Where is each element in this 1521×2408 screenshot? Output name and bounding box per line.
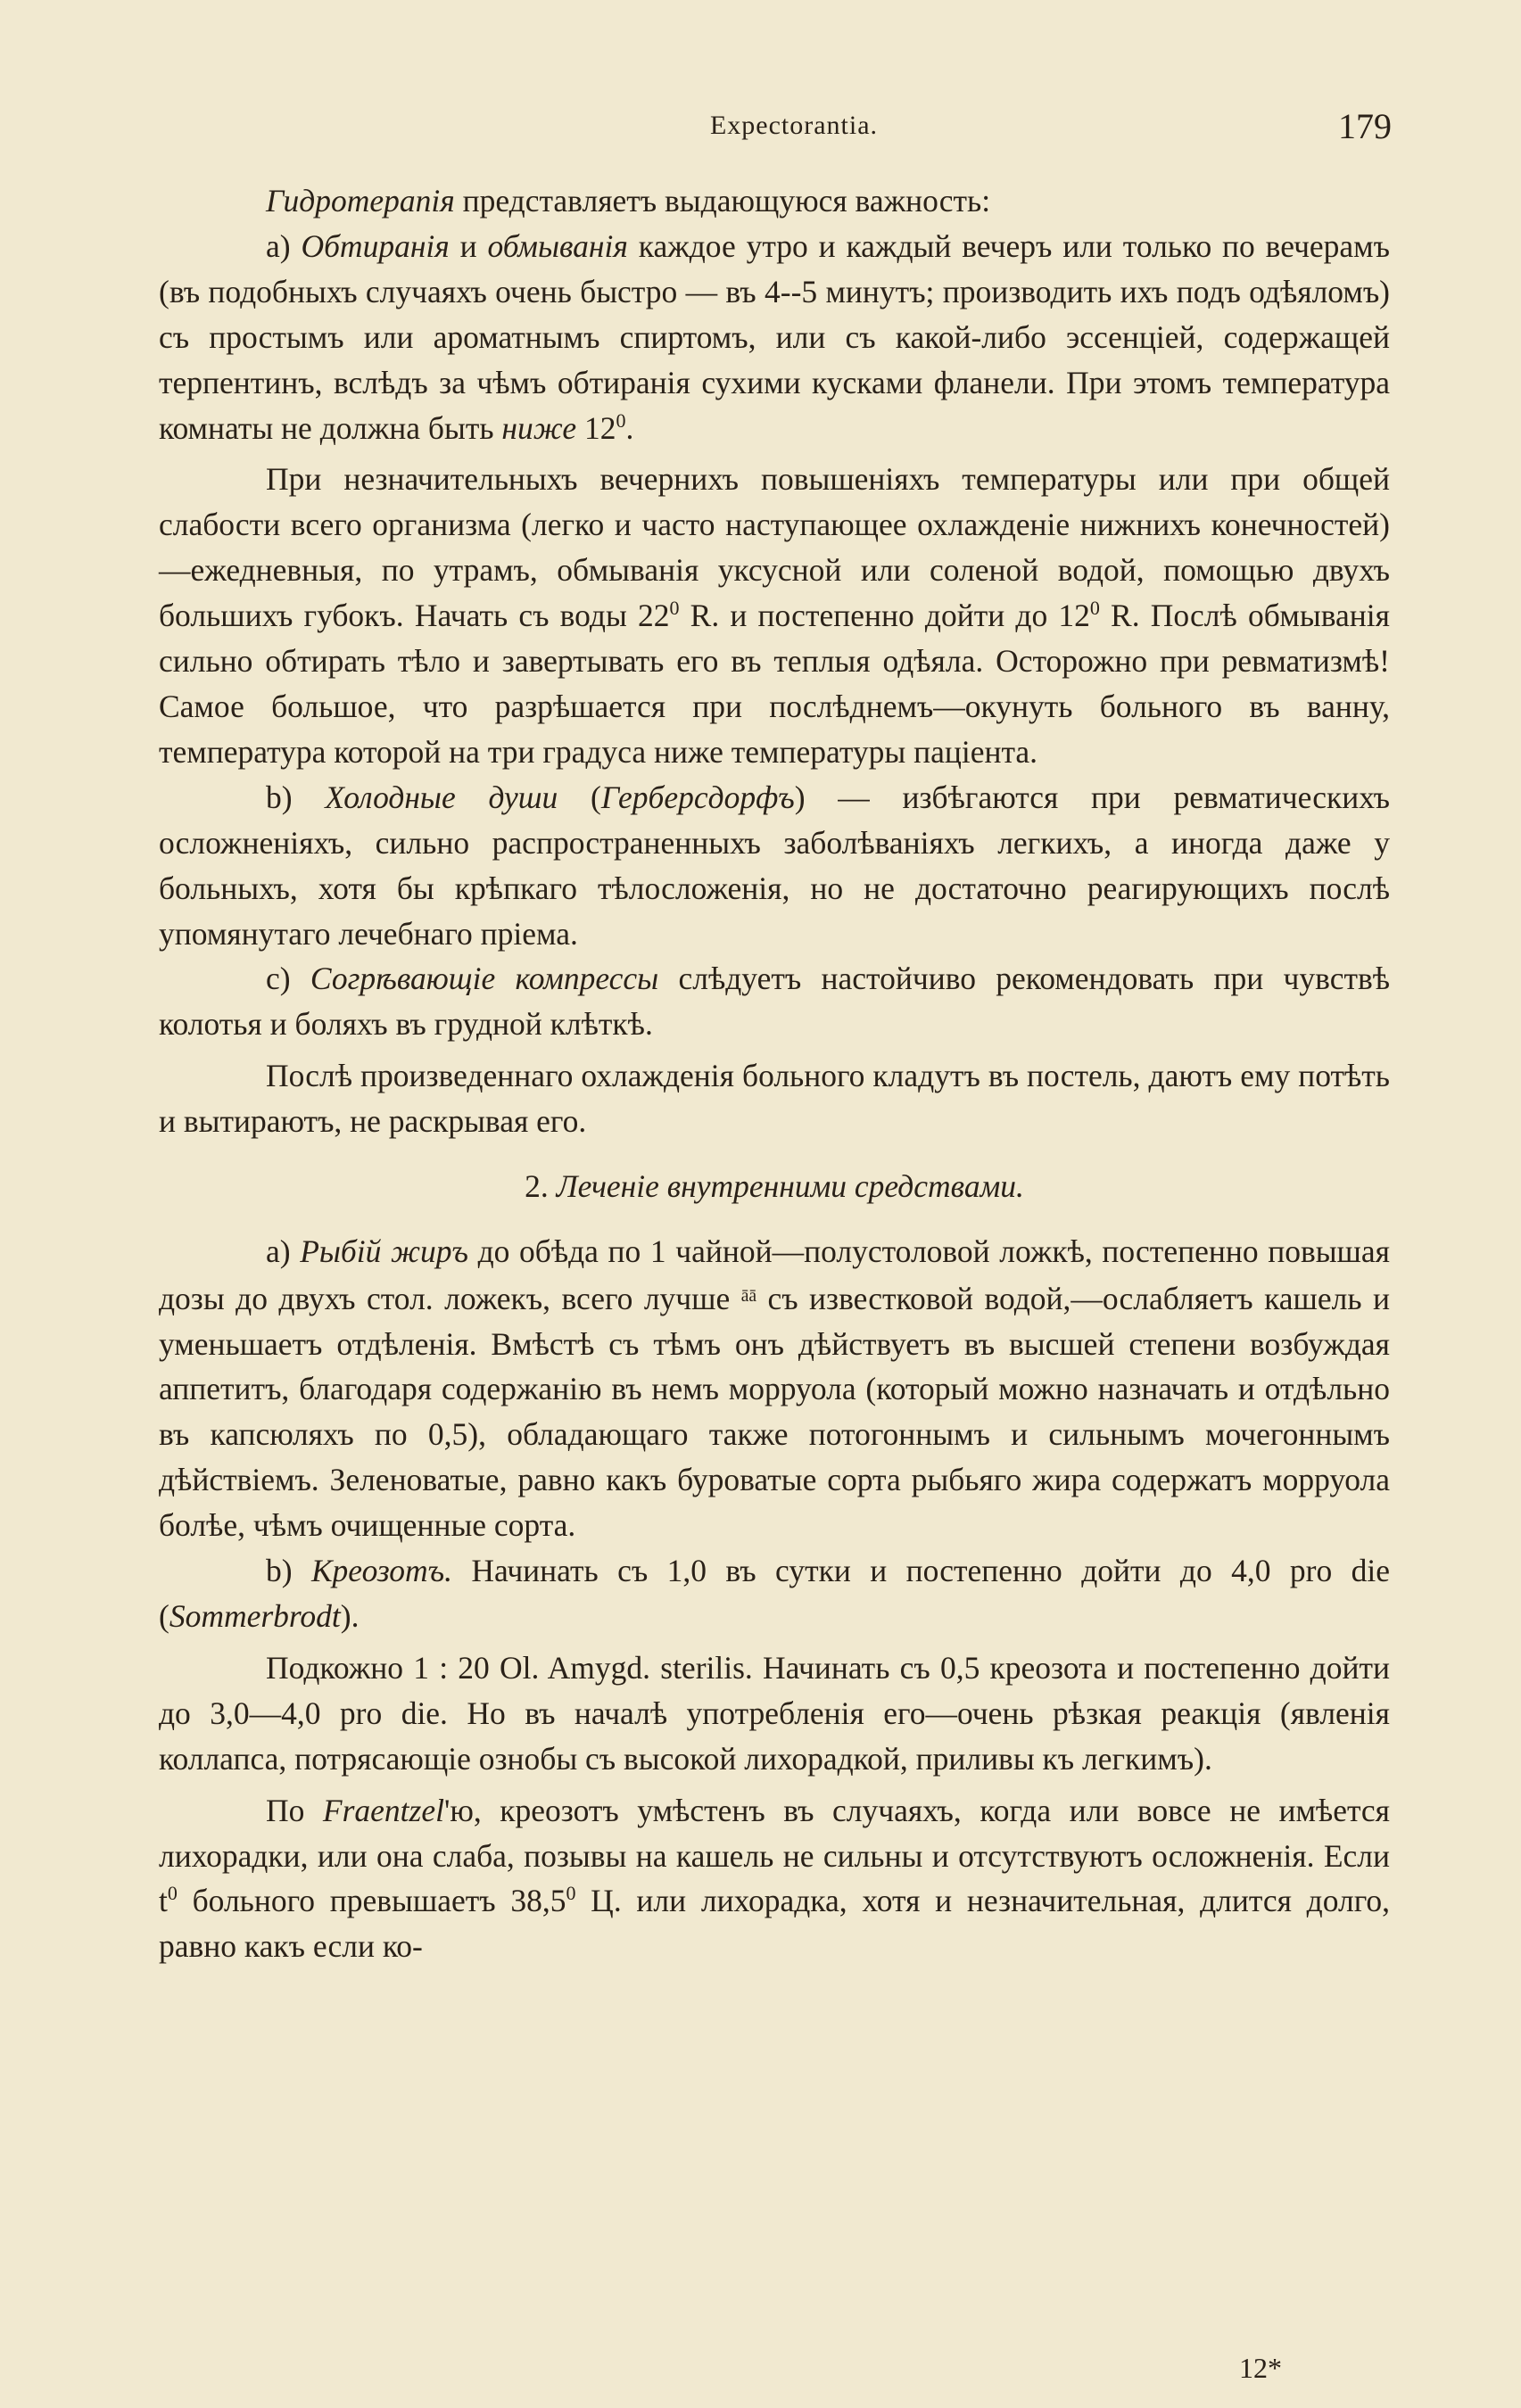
paragraph-creosote	[159, 1548, 1390, 1639]
text-span: Послѣ произведеннаго охлажденія больного кладутъ въ постель, даютъ ему потѣть и вытираютъ, не раскрывая его.	[159, 1058, 1390, 1140]
text-span: до обѣда по 1 чайной—полустоловой ложкѣ, постепенно повышая дозы до двухъ стол. ложекъ, всего лучше	[159, 1233, 1390, 1316]
running-head	[0, 105, 1521, 150]
author-name: Герберсдорфъ	[600, 779, 795, 815]
text-span: 12	[576, 409, 616, 446]
paragraph-subcutaneous	[159, 1645, 1390, 1782]
text-span: больного превышаетъ 38,5	[177, 1883, 566, 1919]
degree-mark: 0	[669, 597, 680, 620]
paragraph-fish-oil	[159, 1229, 1390, 1548]
text-span: съ известковой водой,—ослабляетъ кашель и уменьшаетъ отдѣленія. Вмѣстѣ съ тѣмъ онъ дѣйствуетъ въ высшей степени возбуждая аппетитъ, благодаря содержанію въ немъ морруола (который можно назначать и отдѣльно въ капсюляхъ по 0,5), обладающаго также потогоннымъ и сильнымъ мочегоннымъ дѣйствіемъ. Зеленоватые, равно какъ буроватые сорта рыбьяго жира содержатъ морруола болѣе, чѣмъ очищенные сорта.	[159, 1280, 1390, 1544]
degree-mark: 0	[616, 408, 626, 432]
paragraph-rubbing	[159, 224, 1390, 451]
degree-mark: 0	[1089, 597, 1100, 620]
list-marker: a)	[266, 1233, 301, 1269]
page-number: 179	[1338, 106, 1392, 146]
term: Креозотъ.	[310, 1553, 452, 1589]
text-span: слѣдуетъ настойчиво рекомендовать при чувствѣ колотья и боляхъ въ грудной клѣткѣ.	[159, 961, 1390, 1043]
degree-mark: 0	[566, 1882, 576, 1905]
text-span: ) — избѣгаются при ревматическихъ осложненіяхъ, сильно распространенныхъ заболѣваніяхъ легкихъ, а иногда даже у больныхъ, хотя бы крѣпкаго тѣлосложенія, но не достаточно реагирующихъ послѣ упомянутаго лечебнаго пріема.	[159, 779, 1391, 952]
term: Холодные души	[325, 779, 558, 815]
text-span: R. и постепенно дойти до 12	[679, 598, 1090, 634]
text-span: и	[449, 227, 488, 264]
term: Обтиранія	[301, 227, 450, 264]
text-span: Начинать съ 1,0 въ сутки и постепенно дойти до 4,0 pro die (	[159, 1553, 1390, 1634]
text-span: представляетъ выдающуюся важность:	[454, 183, 991, 219]
section-title: Леченіе внутренними средствами.	[556, 1168, 1024, 1205]
section-number: 2.	[525, 1168, 557, 1205]
text-span: 'ю, креозотъ умѣстенъ въ случаяхъ, когда или вовсе не имѣется лихорадки, или она слаба, позывы на кашель не сильны и отсутствуютъ осложненія. Если t	[159, 1792, 1390, 1919]
text-span: каждое утро и каждый вечеръ или только по вечерамъ (въ подобныхъ случаяхъ очень быстро — въ 4--5 минутъ; производить ихъ подъ одѣяломъ) съ простымъ или ароматнымъ спиртомъ, или съ какой-либо эссенціей, содержащей терпентинъ, вслѣдъ за чѣмъ обтиранія сухими кусками фланели. При этомъ температура комнаты не должна быть	[159, 227, 1391, 446]
body-text	[159, 178, 1390, 1969]
signature-mark: 12*	[1239, 2352, 1282, 2384]
text-span: .	[625, 409, 634, 446]
paragraph-after-cooling	[159, 1053, 1390, 1144]
running-head-title: Expectorantia.	[709, 111, 879, 140]
paragraph-evening-fever	[159, 457, 1390, 774]
paragraph-compresses	[159, 956, 1390, 1047]
text-span: Ц. или лихорадка, хотя и незначительная, длится долго, равно какъ если ко-	[159, 1883, 1391, 1965]
text-span: По	[266, 1792, 323, 1828]
text-span: R. Послѣ обмыванія сильно обтирать тѣло и завертывать его въ теплыя одѣяла. Осторожно при ревматизмѣ! Самое большое, что разрѣшается при послѣднемъ—окунуть больного въ ванну, температура которой на три градуса ниже температуры паціента.	[159, 598, 1390, 770]
list-marker: a)	[266, 227, 302, 264]
author-name: Sommerbrodt	[169, 1597, 341, 1634]
term: Рыбій жиръ	[300, 1233, 468, 1269]
text-span: Подкожно 1 : 20 Ol. Amygd. sterilis. Начинать съ 0,5 креозота и постепенно дойти до 3,0—4,0 pro die. Но въ началѣ употребленія его—очень рѣзкая реакція (явленія коллапса, потрясающіе ознобы съ высокой лихорадкой, приливы къ легкимъ).	[159, 1649, 1390, 1777]
paragraph-fraentzel	[159, 1788, 1390, 1970]
list-marker: c)	[266, 961, 310, 997]
paragraph-hydrotherapy	[159, 178, 1390, 224]
author-name: Fraentzel	[322, 1792, 444, 1828]
paragraph-cold-showers	[159, 775, 1390, 957]
list-marker: b)	[266, 779, 326, 815]
text-span: ).	[340, 1597, 360, 1634]
ana-symbol: āā	[740, 1286, 757, 1306]
emphasis: ниже	[501, 409, 577, 446]
term: Согрѣвающіе компрессы	[310, 961, 659, 997]
text-span: (	[558, 779, 601, 815]
list-marker: b)	[266, 1553, 311, 1589]
term: обмыванія	[487, 227, 628, 264]
section-heading	[159, 1164, 1390, 1209]
degree-mark: 0	[167, 1882, 178, 1905]
text-span: При незначительныхъ вечернихъ повышеніяхъ температуры или при общей слабости всего организма (легко и часто наступающее охлажденіе нижнихъ конечностей)—ежедневныя, по утрамъ, обмыванія уксусной или соленой водой, помощью двухъ большихъ губокъ. Начать съ воды 22	[159, 461, 1390, 634]
term: Гидротерапія	[266, 183, 455, 219]
